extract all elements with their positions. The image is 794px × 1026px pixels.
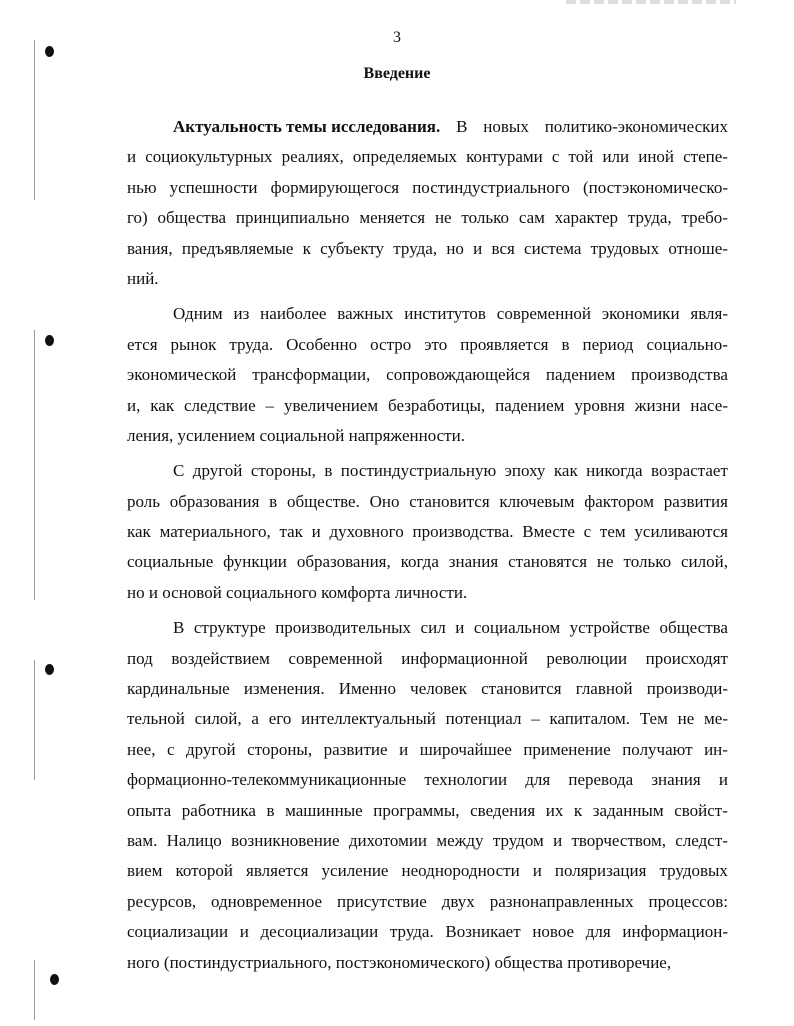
word: труда, (393, 238, 438, 258)
word: В (456, 117, 468, 136)
word: явля- (690, 304, 728, 324)
word: дихотомии (348, 830, 428, 850)
word: образования (169, 491, 260, 511)
word: нью (127, 177, 157, 197)
text-line (127, 887, 728, 917)
word: определяемых (352, 147, 458, 167)
text-line (127, 330, 728, 360)
word: предъявляемые (181, 238, 294, 258)
word: формирующегося (270, 177, 400, 197)
word: или (602, 147, 630, 167)
word: кардинальные (127, 679, 230, 699)
text-line (127, 644, 728, 674)
word: увеличением (283, 395, 379, 415)
word: принципиально (235, 208, 350, 228)
word: только (461, 208, 510, 228)
word: информационной (401, 648, 528, 668)
word: вием (127, 861, 163, 881)
word: следст- (675, 830, 728, 850)
text-line (127, 704, 728, 734)
word: знания (651, 770, 701, 790)
word: формационно-телекоммуникационные (127, 770, 407, 790)
punch-hole-icon (45, 46, 54, 57)
word: поляризация (554, 861, 647, 881)
word: ного (127, 952, 160, 972)
binding-line (34, 660, 35, 780)
word: работника (181, 800, 256, 820)
word: из (233, 304, 250, 324)
page-number: 3 (393, 29, 401, 46)
document-body (127, 112, 728, 978)
word: экономики (601, 304, 680, 324)
word: десоциализации (260, 922, 379, 942)
word: другой (192, 461, 243, 481)
word: вся (491, 238, 515, 258)
word: материального, (159, 522, 271, 542)
word: той (568, 147, 594, 167)
word: рынок (170, 334, 217, 354)
word: степе- (683, 147, 728, 167)
word: жизни (634, 395, 681, 415)
word: контурами (466, 147, 543, 167)
word: происходят (645, 648, 728, 668)
word: никогда (586, 461, 643, 481)
word: ме- (704, 709, 728, 729)
word: основой (162, 582, 222, 602)
text-line (127, 487, 728, 517)
word: общества (659, 618, 728, 638)
text-line (127, 517, 728, 547)
word: характер (554, 208, 619, 228)
word: так (279, 522, 303, 542)
text-line (127, 917, 728, 947)
word: общества (157, 208, 227, 228)
word: другой (186, 739, 236, 759)
word: к (573, 800, 583, 820)
word: го) (127, 208, 148, 228)
word: В (173, 618, 185, 638)
binding-line (34, 960, 35, 1020)
word: (постиндустриального, (163, 952, 332, 972)
word: и (532, 861, 542, 881)
word: с (166, 739, 175, 759)
word: изменения. (243, 679, 325, 699)
word: к (302, 238, 311, 258)
word: социально- (646, 334, 728, 354)
word: под (127, 648, 153, 668)
word: присутствие (337, 891, 427, 911)
word: вания, (127, 238, 173, 258)
word: роль (127, 491, 161, 511)
word: безработицы, (388, 395, 486, 415)
word: Вместе (522, 522, 575, 542)
word: и (148, 582, 158, 602)
text-line (127, 948, 728, 978)
word: требо- (681, 208, 728, 228)
word: возрастает (651, 461, 728, 481)
word: усиливаются (634, 522, 728, 542)
word: уровня (574, 395, 625, 415)
word: двух (441, 891, 475, 911)
text-line (127, 173, 728, 203)
word: система (524, 238, 582, 258)
word: трудом (492, 830, 544, 850)
word: постэкономического) (335, 952, 491, 972)
word: общества (494, 952, 563, 972)
word: и (127, 147, 137, 167)
binding-line (34, 40, 35, 200)
word: в (324, 461, 333, 481)
word: и (455, 618, 465, 638)
word: ления, (127, 425, 174, 445)
word: важных (337, 304, 394, 324)
word: стороны, (247, 739, 313, 759)
word: как (127, 522, 151, 542)
text-line (127, 234, 728, 264)
text-line (127, 142, 728, 172)
word: только (623, 552, 672, 572)
word: следствие (183, 395, 256, 415)
text-line (127, 421, 728, 451)
word: для (585, 922, 611, 942)
text-line (127, 299, 728, 329)
word: современной (496, 304, 592, 324)
word: проявляется (460, 334, 549, 354)
word: и (473, 238, 483, 258)
word: социализации (127, 922, 229, 942)
word: воздействием (171, 648, 270, 668)
word: машинные (285, 800, 363, 820)
word: современной (288, 648, 383, 668)
binding-line (34, 330, 35, 600)
word: духовного (329, 522, 404, 542)
word: и (311, 522, 321, 542)
word: устройстве (569, 618, 650, 638)
word: успешности (169, 177, 258, 197)
word: в (269, 491, 278, 511)
word: но (446, 238, 464, 258)
section-lead: Актуальность темы исследования. (173, 117, 441, 136)
word: производства. (412, 522, 514, 542)
word: и (399, 739, 409, 759)
word: постиндустриального (412, 177, 570, 197)
word: применение (523, 739, 611, 759)
word: постиндустриальную (340, 461, 497, 481)
word: Именно (338, 679, 397, 699)
word: реалиях, (281, 147, 344, 167)
word: в (266, 800, 275, 820)
scan-top-artifact (566, 0, 736, 4)
word: перевода (568, 770, 634, 790)
word: Особенно (286, 334, 358, 354)
word: социальной (259, 425, 345, 445)
word: человек (410, 679, 467, 699)
word: для (525, 770, 551, 790)
word: комфорта (321, 582, 391, 602)
word: вам. (127, 830, 158, 850)
punch-hole-icon (45, 335, 54, 346)
word: трудовых (590, 238, 660, 258)
word: остро (370, 334, 412, 354)
word: фактором (584, 491, 654, 511)
word: как (150, 395, 175, 415)
word: революции (546, 648, 628, 668)
word: одновременное (211, 891, 323, 911)
word: их (545, 800, 564, 820)
word: Тем (639, 709, 668, 729)
word: силой, (681, 552, 728, 572)
word: его (268, 709, 292, 729)
word: силой, (194, 709, 242, 729)
word: институтов (404, 304, 486, 324)
word: ресурсов, (127, 891, 197, 911)
text-line (127, 826, 728, 856)
word: не (596, 552, 614, 572)
word: С (173, 461, 185, 481)
punch-hole-icon (50, 974, 59, 985)
word: сведения (470, 800, 536, 820)
word: капиталом. (549, 709, 631, 729)
paragraph (127, 456, 728, 608)
word: становится (481, 679, 562, 699)
word: структуре (193, 618, 266, 638)
word: сам (518, 208, 545, 228)
word: социокультурных (145, 147, 273, 167)
text-line (127, 360, 728, 390)
word: социальном (473, 618, 561, 638)
word: возникновение (231, 830, 340, 850)
word: – (265, 395, 275, 415)
word: разнонаправленных (489, 891, 634, 911)
word: сопровождающейся (386, 365, 531, 385)
word: падением (495, 395, 565, 415)
word: развитие (323, 739, 388, 759)
punch-hole-icon (45, 664, 54, 675)
word: и (553, 830, 563, 850)
word: сил (420, 618, 446, 638)
word: с (583, 522, 592, 542)
word: Одним (173, 304, 223, 324)
paragraph (127, 613, 728, 978)
word: ний. (127, 268, 159, 288)
word: социальные (127, 552, 214, 572)
word: усилением (177, 425, 256, 445)
word: трудовых (659, 861, 728, 881)
word: творчеством, (571, 830, 666, 850)
text-line (127, 856, 728, 886)
word: и (718, 770, 728, 790)
text-line (127, 112, 728, 142)
word: информацион- (622, 922, 728, 942)
word: новое (532, 922, 575, 942)
word: наиболее (260, 304, 327, 324)
word: производи- (646, 679, 728, 699)
word: личности. (394, 582, 468, 602)
word: тем (599, 522, 626, 542)
word: не (434, 208, 452, 228)
word: образования, (296, 552, 391, 572)
word: как (553, 461, 578, 481)
text-line (127, 456, 728, 486)
word: и, (127, 395, 141, 415)
text-line (127, 203, 728, 233)
word: Возникает (445, 922, 521, 942)
text-line (127, 547, 728, 577)
word: технологии (424, 770, 508, 790)
word: стороны, (250, 461, 316, 481)
word: ин- (704, 739, 728, 759)
word: свойст- (674, 800, 728, 820)
word: труда, (627, 208, 672, 228)
word: отноше- (668, 238, 728, 258)
page-title: Введение (363, 65, 431, 82)
word: которой (175, 861, 233, 881)
text-line (127, 613, 728, 643)
word: не (677, 709, 695, 729)
text-line (127, 391, 728, 421)
word: производства (631, 365, 728, 385)
word: главной (575, 679, 633, 699)
word: становится (409, 491, 490, 511)
word: заданным (592, 800, 664, 820)
word: – (531, 709, 540, 729)
word: ется (127, 334, 158, 354)
word: обществе. (286, 491, 360, 511)
word: Налицо (166, 830, 222, 850)
text-line (127, 735, 728, 765)
word: становятся (508, 552, 588, 572)
word: трансформации, (252, 365, 371, 385)
word: политико-экономических (544, 117, 728, 136)
word: и (239, 922, 249, 942)
word: напряженности. (348, 425, 465, 445)
word: эпоху (504, 461, 546, 481)
word: функции (223, 552, 287, 572)
word: насе- (690, 395, 728, 415)
word: между (436, 830, 484, 850)
word: иной (638, 147, 675, 167)
paragraph (127, 299, 728, 451)
word: с (551, 147, 560, 167)
word: процессов: (648, 891, 728, 911)
word: широчайшее (419, 739, 512, 759)
word: субъекту (320, 238, 385, 258)
word: (постэкономическо- (582, 177, 728, 197)
word: развития (663, 491, 728, 511)
text-line (127, 578, 728, 608)
text-line (127, 765, 728, 795)
word: когда (400, 552, 439, 572)
word: Оно (369, 491, 400, 511)
text-line (127, 674, 728, 704)
word: падением (545, 365, 616, 385)
word: нее, (127, 739, 156, 759)
word: новых (483, 117, 529, 136)
word: ключевым (499, 491, 575, 511)
word: труда. (389, 922, 434, 942)
word: интеллектуальный (301, 709, 436, 729)
word: получают (622, 739, 693, 759)
word: труда. (229, 334, 274, 354)
text-line (127, 264, 728, 294)
word: период (582, 334, 634, 354)
word: производительных (275, 618, 411, 638)
word: знания (448, 552, 499, 572)
word: неоднородности (401, 861, 520, 881)
paragraph (127, 112, 728, 294)
word: программы, (373, 800, 460, 820)
text-line (127, 796, 728, 826)
word: но (127, 582, 145, 602)
word: тельной (127, 709, 185, 729)
word: экономической (127, 365, 237, 385)
word: меняется (359, 208, 426, 228)
word: в (561, 334, 570, 354)
word: социального (226, 582, 317, 602)
word: противоречие, (567, 952, 672, 972)
word: опыта (127, 800, 172, 820)
word: это (424, 334, 448, 354)
word: а (251, 709, 259, 729)
word: усиление (321, 861, 389, 881)
word: потенциал (445, 709, 522, 729)
word: является (246, 861, 309, 881)
